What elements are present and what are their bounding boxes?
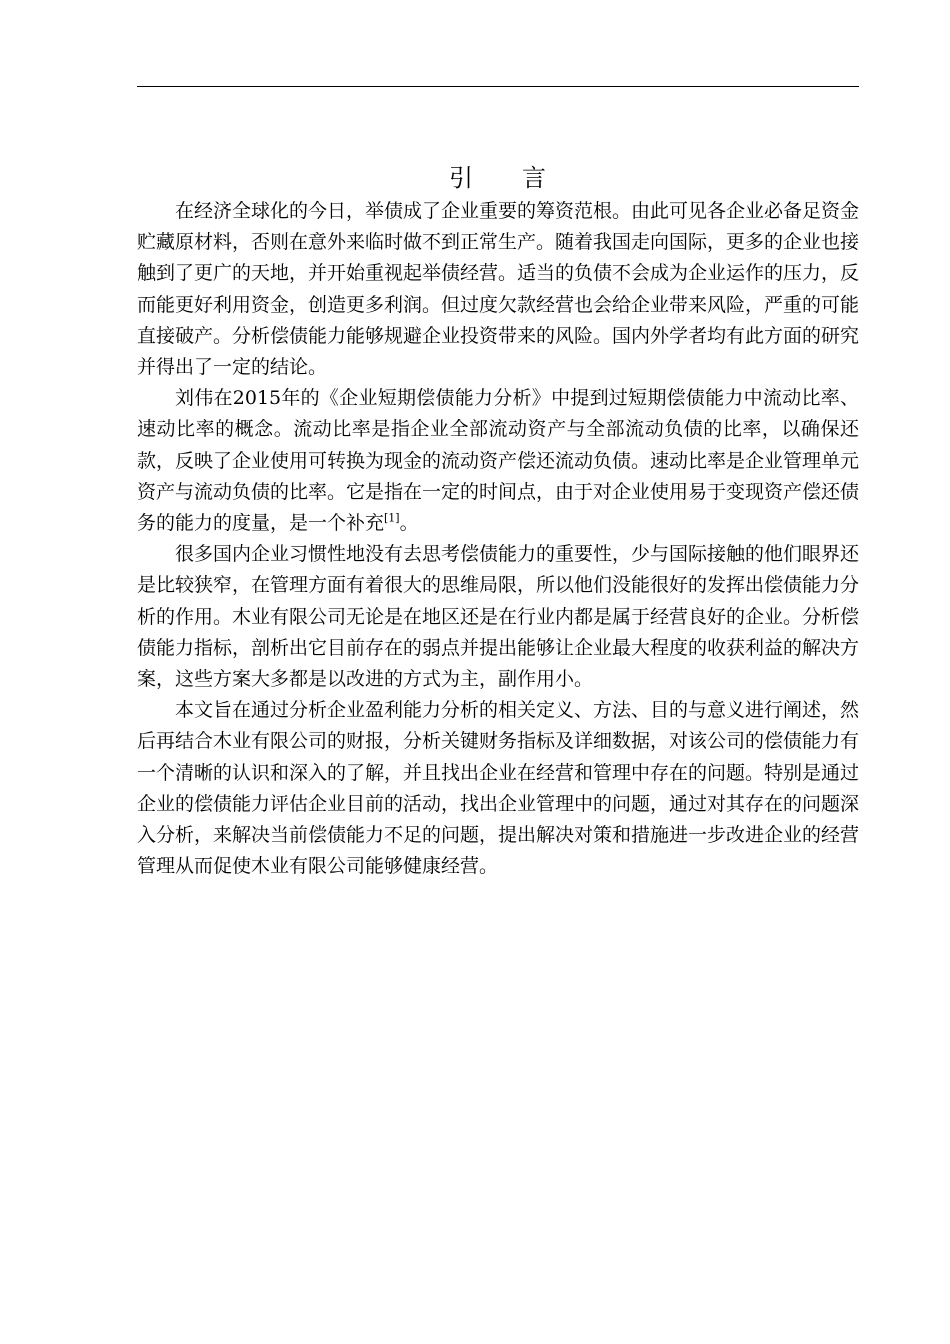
citation-ref: [1] [384, 511, 400, 525]
section-title [137, 160, 859, 196]
paragraph-2-tail: 。 [399, 512, 419, 535]
document-body [137, 160, 859, 882]
paragraph-2 [137, 383, 859, 539]
paragraph-2-text: 刘伟在2015年的《企业短期偿债能力分析》中提到过短期偿债能力中流动比率、速动比率的概念。流动比率是指企业全部流动资产与全部流动负债的比率，以确保还款，反映了企业使用可转换为现金的流动资产偿还流动负债。速动比率是企业管理单元资产与流动负债的比率。它是指在一定的时间点，由于对企业使用易于变现资产偿还债务的能力的度量，是一个补充 [137, 387, 860, 535]
paragraph-1: 在经济全球化的今日，举债成了企业重要的筹资范根。由此可见各企业必备足资金贮藏原材料，否则在意外来临时做不到正常生产。随着我国走向国际，更多的企业也接触到了更广的天地，并开始重视起举债经营。适当的负债不会成为企业运作的压力，反而能更好利用资金，创造更多利润。但过度欠款经营也会给企业带来风险，严重的可能直接破产。分析偿债能力能够规避企业投资带来的风险。国内外学者均有此方面的研究并得出了一定的结论。 [137, 200, 860, 379]
section-title-part1: 引 [449, 164, 474, 192]
header-rule [137, 86, 859, 87]
paragraph-4: 本文旨在通过分析企业盈利能力分析的相关定义、方法、目的与意义进行阐述，然后再结合木业有限公司的财报，分析关键财务指标及详细数据，对该公司的偿债能力有一个清晰的认识和深入的了解，并且找出企业在经营和管理中存在的问题。特别是通过企业的偿债能力评估企业目前的活动，找出企业管理中的问题，通过对其存在的问题深入分析，来解决当前偿债能力不足的问题，提出解决对策和措施进一步改进企业的经营管理从而促使木业有限公司能够健康经营。 [137, 699, 860, 878]
section-title-part2: 言 [522, 164, 547, 192]
paragraph-3: 很多国内企业习惯性地没有去思考偿债能力的重要性，少与国际接触的他们眼界还是比较狭窄，在管理方面有着很大的思维局限，所以他们没能很好的发挥出偿债能力分析的作用。木业有限公司无论是在地区还是在行业内都是属于经营良好的企业。分析偿债能力指标，剖析出它目前存在的弱点并提出能够让企业最大程度的收获利益的解决方案，这些方案大多都是以改进的方式为主，副作用小。 [137, 543, 860, 691]
